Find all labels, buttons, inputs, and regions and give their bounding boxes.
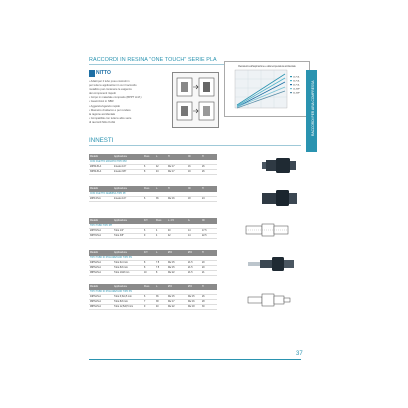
column-header: H xyxy=(201,154,217,160)
product-image-ph xyxy=(232,216,302,244)
column-header: Ø D xyxy=(167,250,187,256)
cell: 6 xyxy=(143,165,155,170)
group-label: TIPO TUBO TIPO PH xyxy=(89,224,217,229)
cell: Rw 18 xyxy=(187,305,201,310)
intro-line: • Aggancio/sgancio rapido xyxy=(89,104,120,108)
cell: 7.5 xyxy=(155,261,167,266)
intro-text xyxy=(89,80,156,125)
cell: 20 xyxy=(201,266,217,271)
cell: 9 xyxy=(143,305,155,310)
coupling-diagram-icon xyxy=(173,73,218,127)
column-header: L. 4.5 xyxy=(167,218,187,224)
group-label: TIPO TUBO IN POLIURETANO TIPO PN xyxy=(89,256,217,261)
product-image-pn-2 xyxy=(232,286,302,314)
cell: 04PN-PLA xyxy=(89,295,113,300)
coupler-pn-icon xyxy=(232,250,302,278)
cell: 06PN-PLA xyxy=(89,300,113,305)
pressure-chart xyxy=(224,61,310,117)
column-header: H xyxy=(201,250,217,256)
cell: 06PN-PLA xyxy=(89,266,113,271)
cell: 17.5 xyxy=(201,229,217,234)
cell: Innesto 3/8" xyxy=(113,170,143,175)
cell: 42 xyxy=(155,165,167,170)
column-header: Applicazione xyxy=(113,218,143,224)
column-header: Peso xyxy=(155,218,167,224)
operation-diagram xyxy=(172,72,219,128)
legend-label: 20-PLA xyxy=(293,76,300,79)
section-title: INNESTI xyxy=(89,137,114,144)
column-header: Modello xyxy=(89,218,113,224)
column-header: H xyxy=(167,154,187,160)
cell: Rw 16 xyxy=(167,197,187,202)
cell: 20PF-PLA xyxy=(89,197,113,202)
cell: Rw 15 xyxy=(167,266,187,271)
cell: Tubo 3/8" xyxy=(113,234,143,239)
cell: 30PH-PLA xyxy=(89,234,113,239)
column-header: Ø D xyxy=(167,284,187,290)
logo-mark-icon xyxy=(89,70,95,77)
cell: 30 xyxy=(201,305,217,310)
cell: 6 xyxy=(143,295,155,300)
cell: Tubo 8x6 mm xyxy=(113,266,143,271)
intro-line: la ragione accidentale xyxy=(89,112,116,116)
cell: Tubo 6,5x4,5 mm xyxy=(113,295,143,300)
cell: Innesto 1/4" xyxy=(113,197,143,202)
column-header: Modello xyxy=(89,186,113,192)
coupler-pm-icon xyxy=(232,151,302,179)
column-header: L. xyxy=(155,186,167,192)
column-header: A. xyxy=(187,218,201,224)
footer-rule xyxy=(89,359,301,360)
intro-line: per tutte le applicazioni in cui il raccordo xyxy=(89,84,137,88)
column-header: H xyxy=(167,186,187,192)
spec-table-ph xyxy=(89,218,217,239)
table-row xyxy=(89,271,217,276)
column-header: D.T. xyxy=(143,250,155,256)
cell: 04PN-PLA xyxy=(89,261,113,266)
cell: 16 xyxy=(187,165,201,170)
cell: 30PM-PLA xyxy=(89,170,113,175)
group-label: CON FILETTO FEMMINA TIPO PF xyxy=(89,192,217,197)
intro-line: • Compatibile con tutte le altre serie xyxy=(89,116,132,120)
cell: 20PH-PLA xyxy=(89,229,113,234)
cell: 21 xyxy=(201,271,217,276)
cell: Tubo 8x6 mm xyxy=(113,300,143,305)
column-header: H xyxy=(201,186,217,192)
cell: 8 xyxy=(143,170,155,175)
spec-table-pm xyxy=(89,154,217,175)
column-header: Modello xyxy=(89,250,113,256)
product-image-pm xyxy=(232,151,302,179)
cell: 26 xyxy=(201,165,217,170)
coupler-ph-drawing-icon xyxy=(232,216,302,244)
cell: 20PM-PLA xyxy=(89,165,113,170)
cell: 7.5 xyxy=(155,266,167,271)
column-header: Modello xyxy=(89,284,113,290)
cell: Tubo 6x4 mm xyxy=(113,261,143,266)
spec-table-pn xyxy=(89,250,217,276)
cell: Rw 16 xyxy=(187,300,201,305)
cell: 08PN-PLA xyxy=(89,271,113,276)
cell: 36 xyxy=(155,295,167,300)
column-header: Peso xyxy=(143,154,155,160)
column-header: D.T. xyxy=(143,218,155,224)
legend-label: 30-SMP xyxy=(293,92,300,95)
intro-line: • Adatti per il tubo pneu costruiti in xyxy=(89,80,130,83)
column-header: Peso xyxy=(143,186,155,192)
side-tab-label: RACCORDI PER ARIA COMPRESSA xyxy=(311,80,315,136)
cell: 42 xyxy=(167,234,187,239)
column-header: Ch xyxy=(201,218,217,224)
cell: 28 xyxy=(201,300,217,305)
cell: 18 xyxy=(187,197,201,202)
column-header: Ch xyxy=(187,186,201,192)
cell: 26 xyxy=(201,295,217,300)
cell: 19 xyxy=(187,170,201,175)
cell: 4 xyxy=(155,234,167,239)
cell: 22.5 xyxy=(201,234,217,239)
page-title: RACCORDI IN RESINA "ONE TOUCH" SERIE PLA xyxy=(89,57,217,63)
cell: 7 xyxy=(143,300,155,305)
column-header: H xyxy=(201,284,217,290)
cell: 21.5 xyxy=(187,266,201,271)
intro-line: metallico può contenere le esigenze xyxy=(89,88,132,92)
spec-table-pf xyxy=(89,186,217,202)
cell: Rw 17 xyxy=(167,170,187,175)
column-header: Applicazione xyxy=(113,186,143,192)
column-header: Applicazione xyxy=(113,154,143,160)
intro-line: • Diametro di attacco e per rendere xyxy=(89,108,131,112)
logo-text: NITTO xyxy=(96,70,111,76)
cell: 36 xyxy=(155,197,167,202)
product-image-pn xyxy=(232,250,302,278)
intro-line: dei componenti rispetti xyxy=(89,92,116,96)
cell: 21.5 xyxy=(187,271,201,276)
cell: 8 xyxy=(143,261,155,266)
cell: 43 xyxy=(155,170,167,175)
cell: Tubo 12,5x8,5 mm xyxy=(113,305,143,310)
cell: 8 xyxy=(155,271,167,276)
column-header: Applicazione xyxy=(113,250,143,256)
cell: 14 xyxy=(187,229,201,234)
legend-label: 20-SMP xyxy=(293,88,300,91)
cell: 24 xyxy=(201,197,217,202)
column-header: L. xyxy=(155,284,167,290)
cell: 08PN-PLA xyxy=(89,305,113,310)
cell: Rw 22 xyxy=(167,271,187,276)
intro-line: • Corpo in materiale composito (BPPT H.M.) xyxy=(89,96,142,100)
cell: Tubo 1/4" xyxy=(113,229,143,234)
cell: Rw 15 xyxy=(167,295,187,300)
cell: 14 xyxy=(187,234,201,239)
group-label: TIPO TUBO IN POLIURETANO TIPO PN xyxy=(89,290,217,295)
legend-label: 40-PLA xyxy=(293,84,300,87)
column-header: Ø D xyxy=(187,250,201,256)
cell: Rw 22 xyxy=(167,305,187,310)
cell: 40 xyxy=(167,229,187,234)
cell: 6 xyxy=(143,229,155,234)
chart-title: Resistenza all'aspirazione e alla temperatura ambientale xyxy=(238,66,296,68)
cell: 38 xyxy=(155,300,167,305)
cell: 20 xyxy=(201,261,217,266)
cell: Rw 15 xyxy=(187,295,201,300)
coupler-pn-drawing-icon xyxy=(232,286,302,314)
table-row xyxy=(89,170,217,175)
cell: 26 xyxy=(201,170,217,175)
cell: Rw 17 xyxy=(167,300,187,305)
cell: 4 xyxy=(155,229,167,234)
cell: Rw 15 xyxy=(167,261,187,266)
table-row xyxy=(89,197,217,202)
cell: Innesto 1/4" xyxy=(113,165,143,170)
column-header: Peso xyxy=(143,284,155,290)
column-header: Applicazione xyxy=(113,284,143,290)
column-header: Ch xyxy=(187,154,201,160)
intro-line: • Guarnizioni in NBR xyxy=(89,100,114,104)
column-header: Ø D xyxy=(187,284,201,290)
legend-label: 30-PLA xyxy=(293,80,300,83)
page-number: 37 xyxy=(296,351,303,357)
nitto-logo xyxy=(89,70,112,77)
column-header: L. xyxy=(155,154,167,160)
spec-table-pn-2 xyxy=(89,284,217,310)
cell: 40 xyxy=(155,305,167,310)
cell: 10 xyxy=(143,271,155,276)
section-rule xyxy=(89,145,301,146)
product-image-pf xyxy=(232,184,302,212)
cell: Rw 17 xyxy=(167,165,187,170)
cell: 6 xyxy=(143,197,155,202)
intro-line: di raccordi Nitto Kohki xyxy=(89,120,116,124)
cell: 8 xyxy=(143,266,155,271)
chart-graphic xyxy=(225,62,309,116)
column-header: Modello xyxy=(89,154,113,160)
cell: Tubo 10x8 mm xyxy=(113,271,143,276)
table-row xyxy=(89,305,217,310)
table-row xyxy=(89,234,217,239)
cell: 9 xyxy=(143,234,155,239)
group-label: CON FILETTO MASCHIO TIPO PM xyxy=(89,160,217,165)
column-header: L. xyxy=(155,250,167,256)
cell: 21.5 xyxy=(187,261,201,266)
coupler-pf-icon xyxy=(232,184,302,212)
